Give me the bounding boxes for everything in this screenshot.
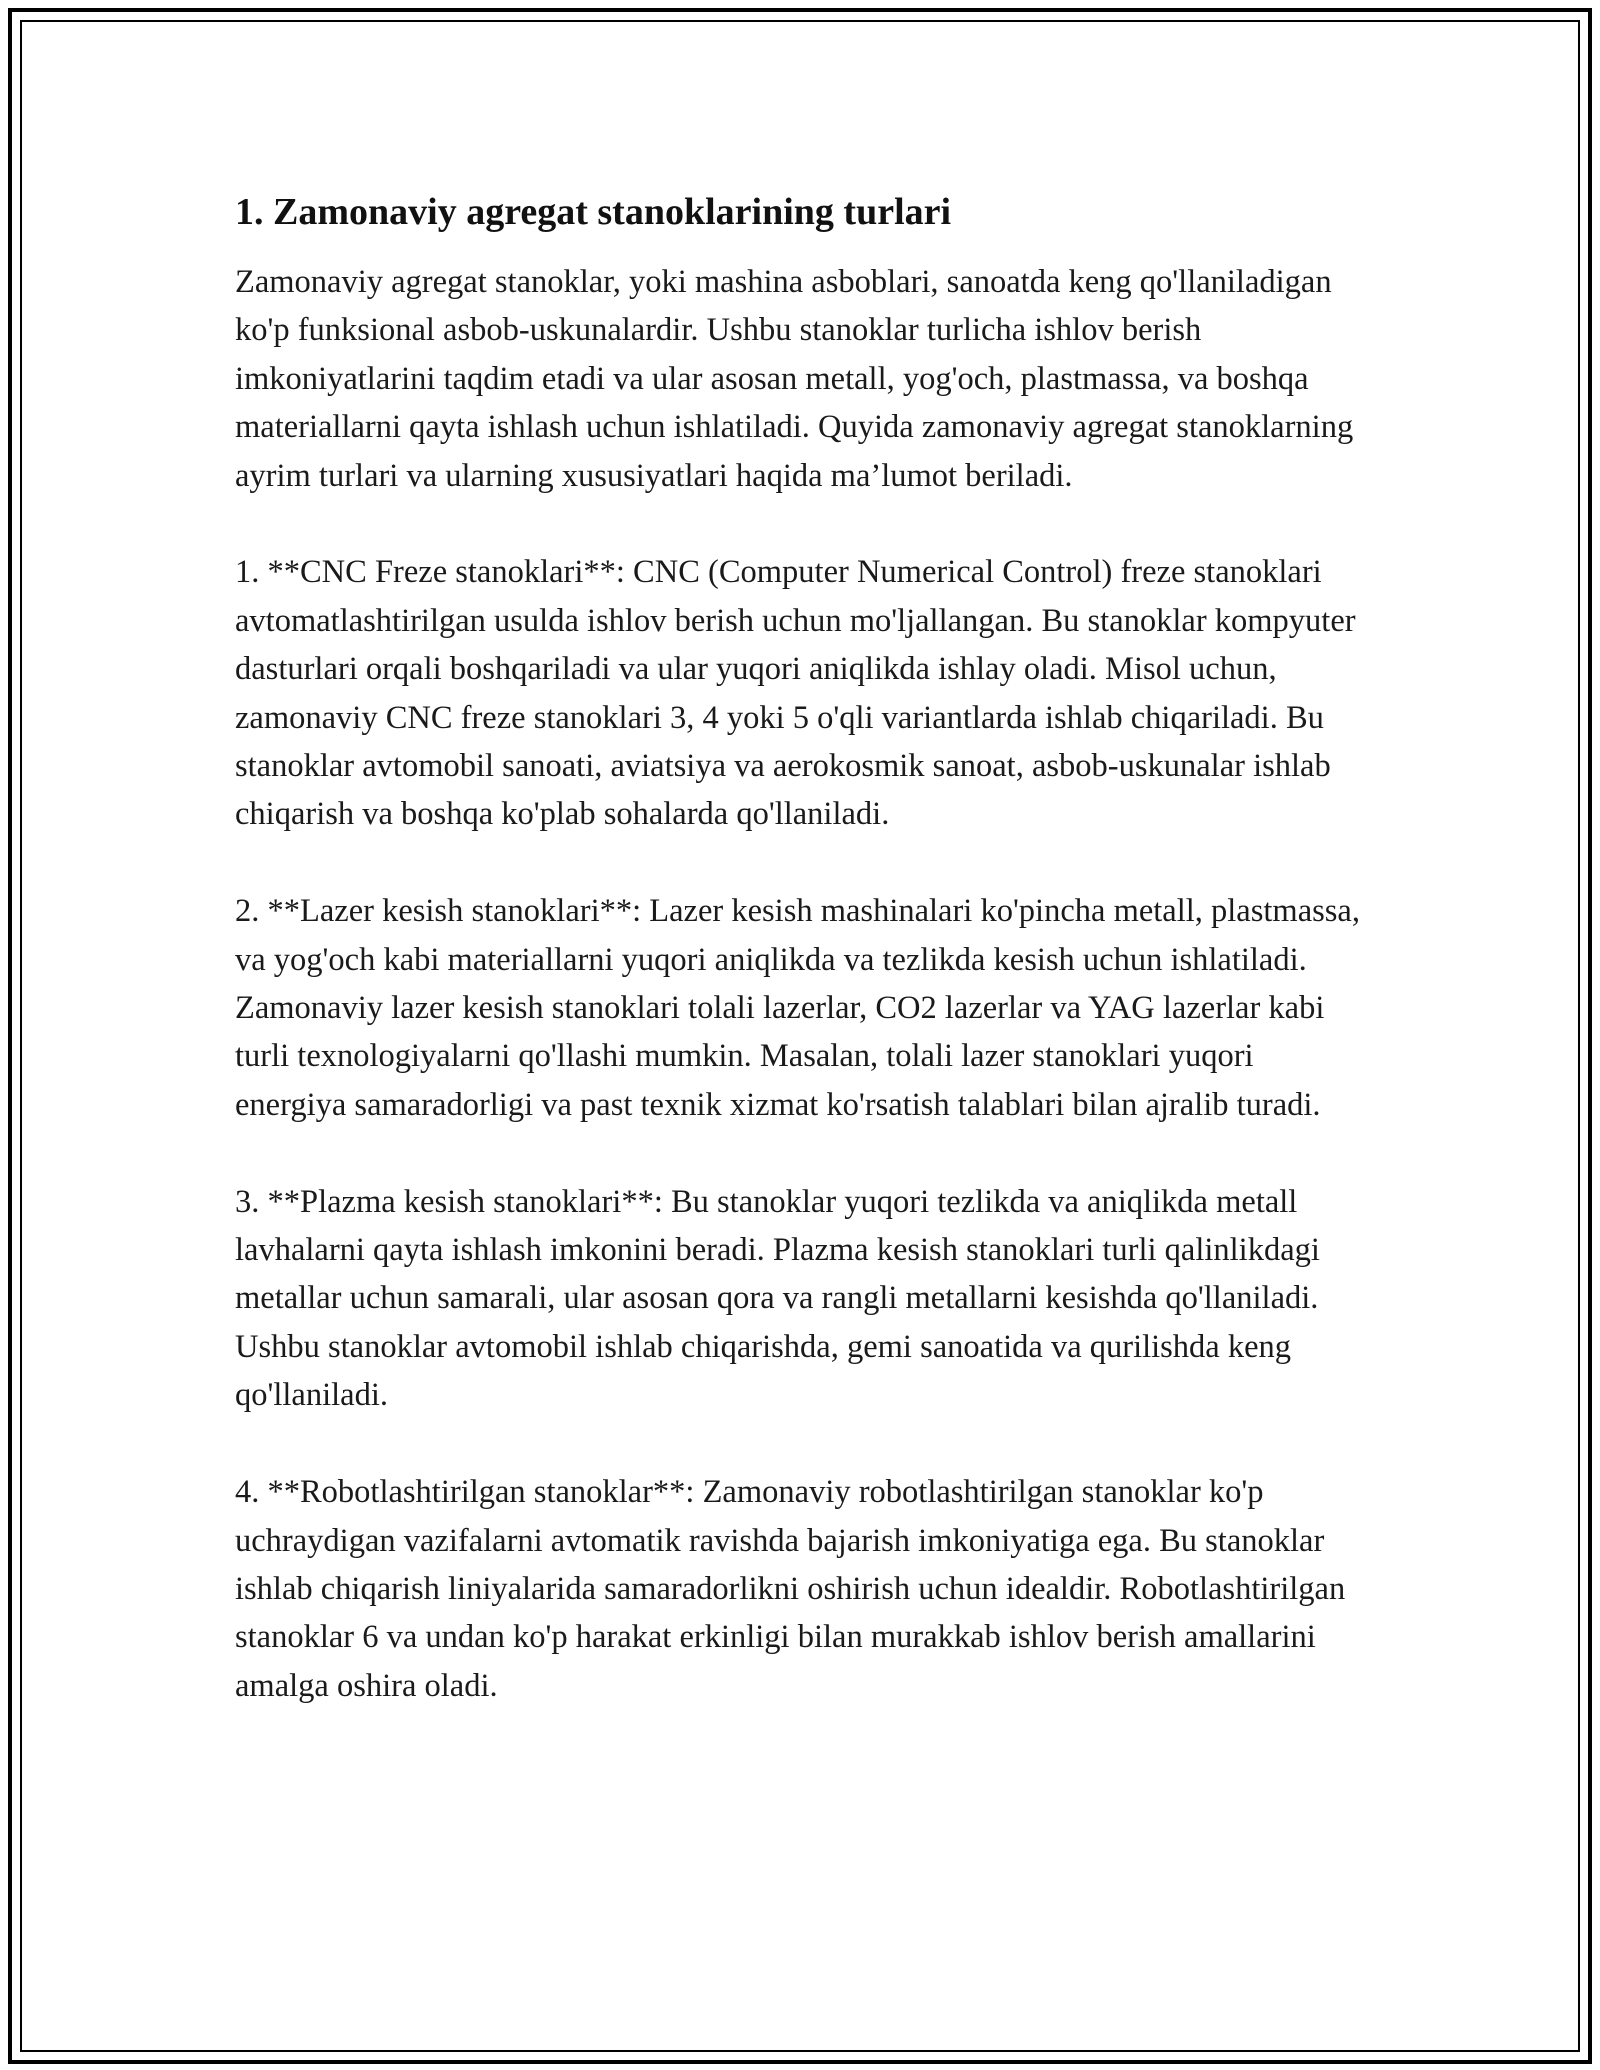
cnc-freze-paragraph: 1. **CNC Freze stanoklari**: CNC (Computer Numerical Control) freze stanoklari avtomatlashtirilgan usulda ishlov berish uchun mo'ljallangan. Bu stanoklar kompyuter dasturlari orqali boshqariladi va ular yuqori aniqlikda ishlay oladi. Misol uchun, zamonaviy CNC freze stanoklari 3, 4 yoki 5 o'qli variantlarda ishlab chiqariladi. Bu stanoklar avtomobil sanoati, aviatsiya va aerokosmik sanoat, asbob-uskunalar ishlab chiqarish va boshqa ko'plab sohalarda qo'llaniladi. <box>235 554 1356 833</box>
intro-paragraph: Zamonaviy agregat stanoklar, yoki mashina asboblari, sanoatda keng qo'llaniladigan ko'p funksional asbob-uskunalardir. Ushbu stanoklar turlicha ishlov berish imkoniyatlarini taqdim etadi va ular asosan metall, yog'och, plastmassa, va boshqa materiallarni qayta ishlash uchun ishlatiladi. Quyida zamonaviy agregat stanoklarning ayrim turlari va ularning xususiyatlari haqida ma’lumot beriladi. <box>235 264 1354 494</box>
section-heading: 1. Zamonaviy agregat stanoklarining turlari <box>235 191 952 233</box>
lazer-kesish-paragraph: 2. **Lazer kesish stanoklari**: Lazer kesish mashinalari ko'pincha metall, plastmassa, va yog'och kabi materiallarni yuqori aniqlikda va tezlikda kesish uchun ishlatiladi. Zamonaviy lazer kesish stanoklari tolali lazerlar, CO2 lazerlar va YAG lazerlar kabi turli texnologiyalarni qo'llashi mumkin. Masalan, tolali lazer stanoklari yuqori energiya samaradorligi va past texnik xizmat ko'rsatish talablari bilan ajralib turadi. <box>235 893 1360 1123</box>
robotlashtirilgan-paragraph: 4. **Robotlashtirilgan stanoklar**: Zamonaviy robotlashtirilgan stanoklar ko'p uchraydigan vazifalarni avtomatik ravishda bajarish imkoniyatiga ega. Bu stanoklar ishlab chiqarish liniyalarida samaradorlikni oshirish uchun idealdir. Robotlashtirilgan stanoklar 6 va undan ko'p harakat erkinligi bilan murakkab ishlov berish amallarini amalga oshira oladi. <box>235 1474 1346 1704</box>
plazma-kesish-paragraph: 3. **Plazma kesish stanoklari**: Bu stanoklar yuqori tezlikda va aniqlikda metall lavhalarni qayta ishlash imkonini beradi. Plazma kesish stanoklari turli qalinlikdagi metallar uchun samarali, ular asosan qora va rangli metallarni kesishda qo'llaniladi. Ushbu stanoklar avtomobil ishlab chiqarishda, gemi sanoatida va qurilishda keng qo'llaniladi. <box>235 1183 1320 1414</box>
document-body <box>235 186 1370 1710</box>
